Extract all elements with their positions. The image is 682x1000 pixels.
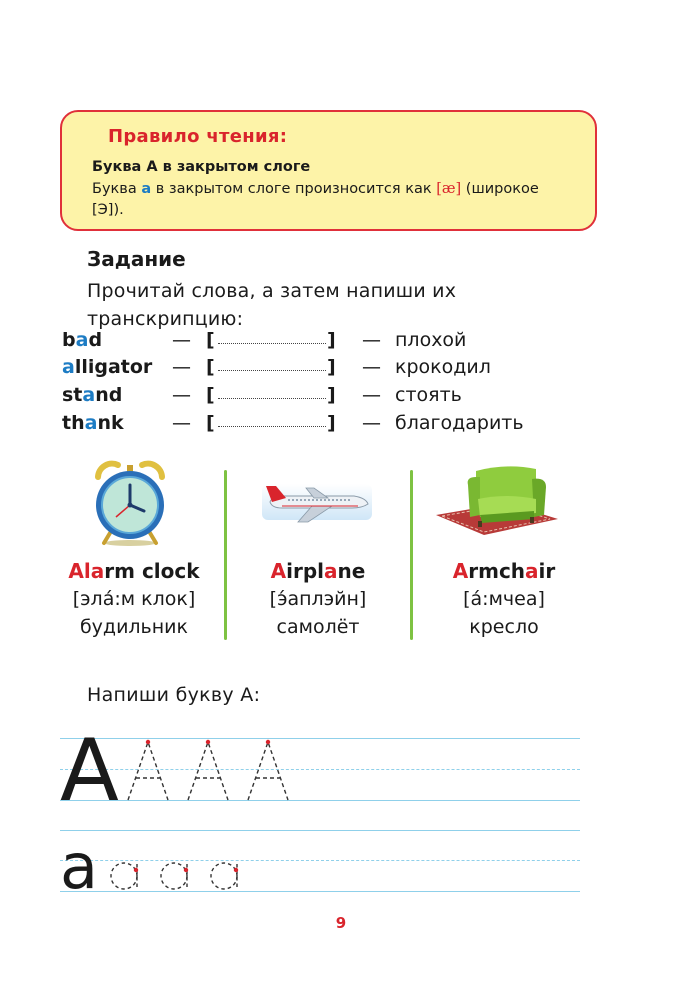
english-word: stand — [62, 384, 123, 406]
rule-text: Буква а в закрытом слоге произносится как [æ] (широкое [Э]). — [92, 181, 539, 218]
card-transcription: [э́аплэйн] — [269, 588, 367, 610]
rule-letter: а — [141, 181, 152, 197]
word-translation: стоять — [395, 384, 462, 406]
task-instruction: Прочитай слова, а затем напиши их транскрипцию: — [87, 280, 457, 330]
card-transcription: [а́:мчеа] — [463, 588, 545, 610]
card-translation: кресло — [469, 616, 539, 638]
page-number: 9 — [335, 914, 347, 932]
rule-transcription: [æ] — [436, 181, 462, 197]
card-transcription: [эла́:м клок] — [72, 588, 196, 610]
card-translation: самолёт — [276, 616, 360, 638]
english-word: thank — [62, 412, 124, 434]
rule-subtitle: Буква А в закрытом слоге — [92, 159, 311, 175]
task-title: Задание — [87, 247, 186, 271]
lowercase-a-sample: a — [60, 830, 98, 903]
card-translation: будильник — [79, 616, 189, 638]
writing-title: Напиши букву А: — [87, 684, 261, 706]
writing-lines — [60, 0, 580, 1000]
uppercase-a-sample: A — [60, 721, 119, 821]
card-word-armchair: Armchair — [452, 559, 556, 583]
card-word-alarm-clock: Alarm clock — [68, 559, 200, 583]
card-word-airplane: Airplane — [270, 559, 366, 583]
uppercase-a-tracing[interactable] — [124, 738, 304, 802]
word-translation: крокодил — [395, 356, 491, 378]
english-word: alligator — [62, 356, 153, 378]
word-translation: благодарить — [395, 412, 524, 434]
lowercase-a-tracing[interactable] — [108, 856, 248, 896]
rule-title: Правило чтения: — [108, 126, 288, 147]
word-translation: плохой — [395, 329, 467, 351]
english-word: bad — [62, 329, 103, 351]
